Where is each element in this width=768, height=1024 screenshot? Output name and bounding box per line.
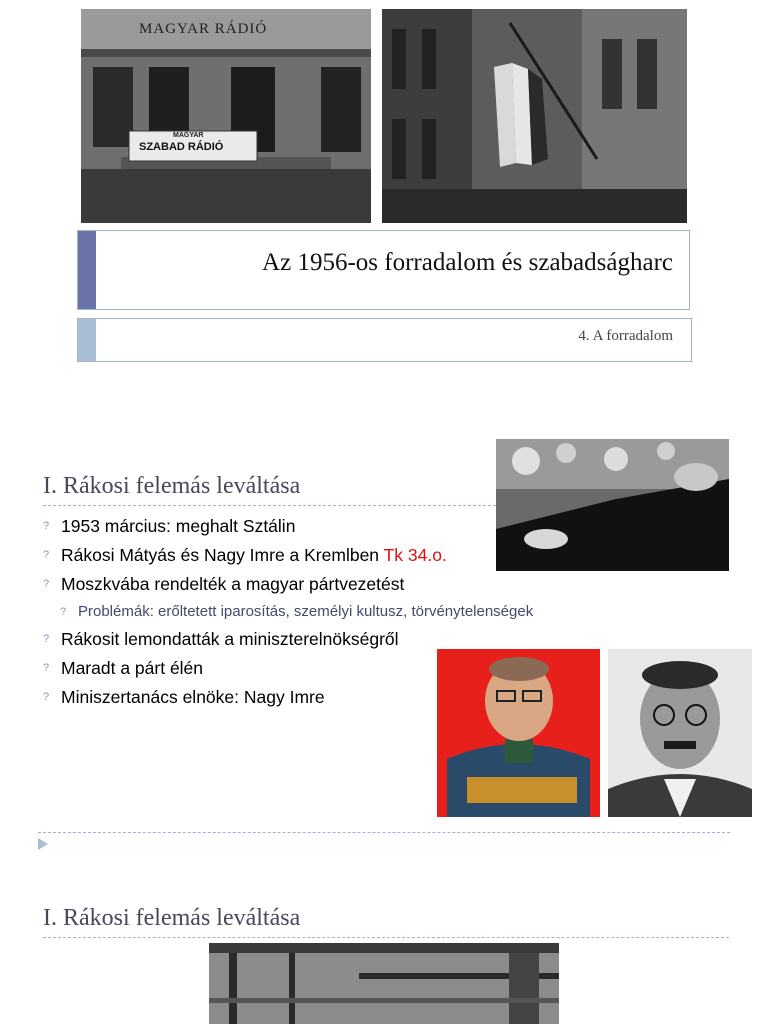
bullet-mark: ? — [43, 520, 50, 532]
bullet-text: Miniszertanács elnöke: Nagy Imre — [61, 687, 325, 707]
bullet-text: Rákosit lemondatták a miniszterelnökségről — [61, 629, 399, 649]
nagy-imre-portrait-illustration — [608, 649, 752, 817]
bullet-text: Rákosi Mátyás és Nagy Imre a Kremlben — [61, 545, 384, 565]
factory-photo — [209, 943, 559, 1024]
nagy-imre-portrait — [608, 649, 752, 817]
presentation-subtitle: 4. A forradalom — [578, 328, 673, 344]
subtitle-box — [77, 318, 692, 362]
bullet-mark: ? — [43, 549, 50, 561]
bullet-text: 1953 március: meghalt Sztálin — [61, 516, 296, 536]
factory-illustration — [209, 943, 559, 1024]
bullet-text: Moszkvába rendelték a magyar pártvezetést — [61, 574, 405, 594]
title-box — [77, 230, 690, 310]
slide2-heading-rule — [43, 505, 496, 506]
bullet-item — [43, 570, 533, 599]
bullet-text: Problémák: erőltetett iparosítás, személyi kultusz, törvénytelenségek — [78, 603, 534, 620]
slide2-heading: I. Rákosi felemás leváltása — [43, 473, 301, 499]
radio-sign-text: MAGYAR RÁDIÓ — [139, 21, 268, 37]
title-accent-bar — [78, 231, 96, 309]
slide-advance-arrow-icon[interactable] — [38, 838, 48, 850]
beria-portrait — [437, 649, 600, 817]
sub-bullet-item — [43, 599, 533, 625]
bullet-mark: ? — [43, 633, 50, 645]
bullet-item — [43, 512, 533, 541]
presentation-title: Az 1956-os forradalom és szabadságharc — [262, 249, 673, 276]
textbook-reference: Tk 34.o. — [383, 545, 447, 565]
radio-building-photo — [81, 9, 371, 223]
subtitle-accent-bar — [78, 319, 96, 361]
slide2-bottom-rule — [38, 832, 730, 833]
bullet-mark: ? — [43, 691, 50, 703]
banner-small-text: MAGYAR — [173, 132, 204, 139]
slide3-heading: I. Rákosi felemás leváltása — [43, 905, 301, 931]
bullet-item — [43, 541, 533, 570]
slide3-heading-rule — [43, 937, 729, 938]
street-flag-illustration — [382, 9, 687, 223]
street-flag-photo — [382, 9, 687, 223]
bullet-mark: ? — [43, 578, 50, 590]
bullet-mark: ? — [43, 662, 50, 674]
bullet-mark: ? — [60, 606, 67, 618]
beria-portrait-illustration — [437, 649, 600, 817]
radio-building-illustration — [81, 9, 371, 223]
bullet-text: Maradt a párt élén — [61, 658, 204, 678]
banner-main-text: SZABAD RÁDIÓ — [139, 141, 224, 153]
